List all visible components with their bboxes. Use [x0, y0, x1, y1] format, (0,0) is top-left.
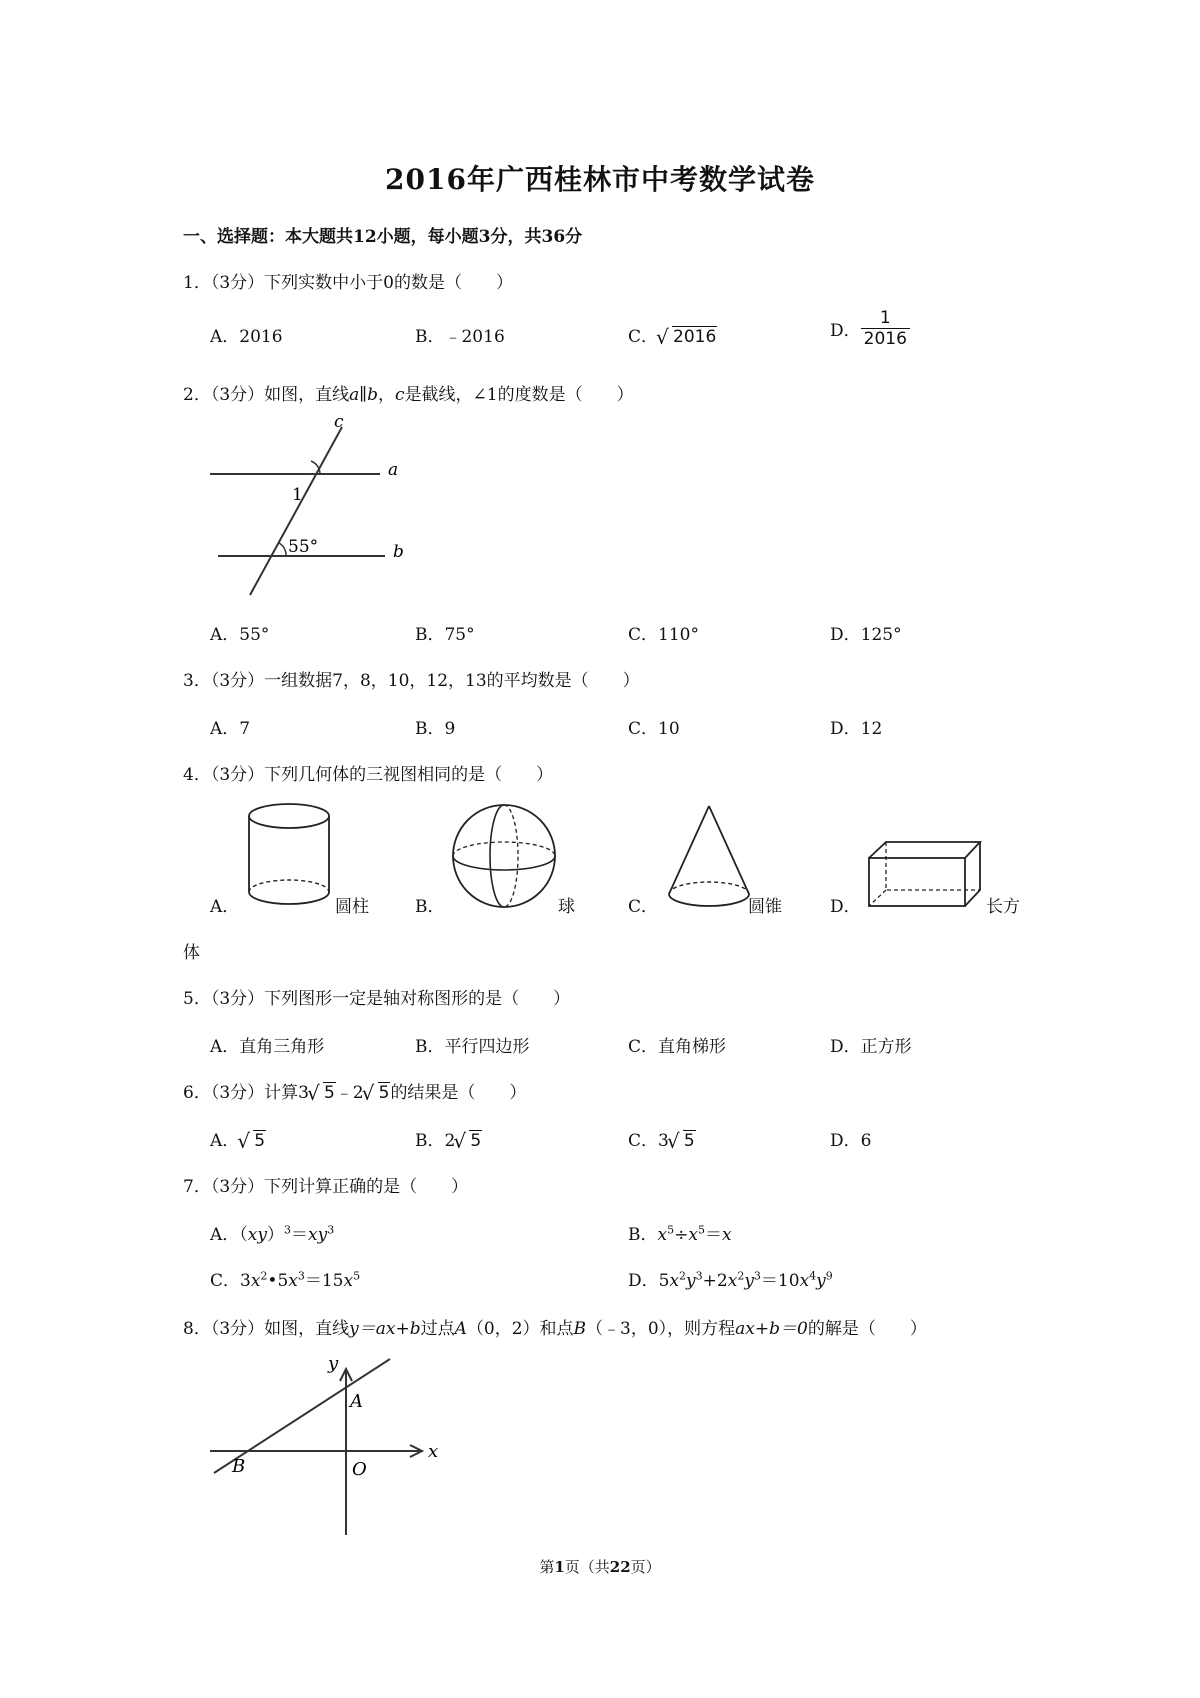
q4-option-b-label: B．: [415, 897, 445, 917]
axis-y-label: y: [328, 1355, 339, 1374]
question-6-stem: 6．（3分）计算3√ 5﹣2√ 5的结果是（ ）: [183, 1078, 526, 1103]
q3-option-c: C．10: [628, 719, 680, 739]
q6-option-d: D．6: [830, 1131, 872, 1151]
linear-graph-figure: [200, 1355, 460, 1540]
q7-option-b: B．$x^5\div x^5=x$: [628, 1223, 732, 1245]
q6-option-c: C．3√ 5: [628, 1126, 696, 1151]
q6-option-a: A．√ 5: [210, 1126, 266, 1151]
q5-option-d: D．正方形: [830, 1037, 912, 1057]
q2-option-c: C．110°: [628, 625, 699, 645]
q2-option-a: A．55°: [210, 625, 270, 645]
question-2-stem: 2．（3分）如图，直线a∥b，c是截线，∠1的度数是（ ）: [183, 385, 634, 405]
q1-option-d: D． $\frac{1}{2016}$: [830, 308, 910, 349]
q7-option-d: D．$5x^2y^3+2x^2y^3=10x^4y^9$: [628, 1269, 833, 1291]
q4-option-d-wrap: 体: [183, 943, 200, 963]
question-4-stem: 4．（3分）下列几何体的三视图相同的是（ ）: [183, 765, 554, 785]
fraction: $\frac{1}{2016}$: [861, 308, 910, 349]
q5-option-a: A．直角三角形: [210, 1037, 325, 1057]
q1-option-a: A．2016: [210, 327, 283, 347]
q2-option-b: B．75°: [415, 625, 475, 645]
q2-option-d: D．125°: [830, 625, 902, 645]
question-1-stem: 1．（3分）下列实数中小于0的数是（ ）: [183, 273, 513, 293]
page-footer: 第1页（共22页）: [539, 1558, 661, 1576]
page-number: 1: [554, 1558, 565, 1576]
q4-option-c-name: 圆锥: [748, 897, 782, 917]
q1-option-c: C．√ 2016: [628, 322, 717, 347]
label-a: a: [388, 460, 399, 480]
parallel-lines-figure: [200, 415, 420, 600]
point-a-label: A: [350, 1391, 363, 1412]
q4-option-b-name: 球: [558, 897, 575, 917]
q4-option-a-label: A．: [210, 897, 240, 917]
q3-option-d: D．12: [830, 719, 883, 739]
q3-option-b: B．9: [415, 719, 456, 739]
q7-option-a: A．$(xy)^3=xy^3$: [210, 1223, 335, 1245]
q4-option-a-name: 圆柱: [335, 897, 369, 917]
cuboid-icon: [866, 838, 986, 910]
q3-option-a: A．7: [210, 719, 251, 739]
q7-option-c: C．$3x^2•5x^3=15x^5$: [210, 1269, 361, 1291]
question-5-stem: 5．（3分）下列图形一定是轴对称图形的是（ ）: [183, 989, 571, 1009]
q4-option-d-name: 长方: [986, 897, 1020, 917]
page-total: 22: [609, 1558, 631, 1576]
question-3-stem: 3．（3分）一组数据7，8，10，12，13的平均数是（ ）: [183, 671, 640, 691]
label-c: c: [334, 415, 344, 432]
q5-option-c: C．直角梯形: [628, 1037, 727, 1057]
page-title: 2016年广西桂林市中考数学试卷: [385, 163, 815, 196]
axis-x-label: x: [428, 1441, 439, 1462]
q4-option-c-label: C．: [628, 897, 659, 917]
origin-label: O: [352, 1459, 367, 1480]
cone-icon: [665, 802, 755, 912]
cylinder-icon: [245, 800, 335, 910]
section-heading: 一、选择题：本大题共12小题，每小题3分，共36分: [183, 227, 583, 247]
angle-1-label: 1: [292, 485, 303, 505]
q4-option-d-label: D．: [830, 897, 861, 917]
question-8-stem: 8．（3分）如图，直线y＝ax+b过点A（0，2）和点B（﹣3，0），则方程ax+b＝0的解是（ ）: [183, 1319, 927, 1339]
angle-55-label: 55°: [288, 537, 319, 557]
question-7-stem: 7．（3分）下列计算正确的是（ ）: [183, 1177, 469, 1197]
sphere-icon: [450, 800, 560, 912]
label-b: b: [393, 542, 404, 562]
q5-option-b: B．平行四边形: [415, 1037, 530, 1057]
q1-option-b: B．﹣2016: [415, 327, 505, 347]
q6-option-b: B．2√ 5: [415, 1126, 482, 1151]
point-b-label: B: [232, 1456, 246, 1477]
